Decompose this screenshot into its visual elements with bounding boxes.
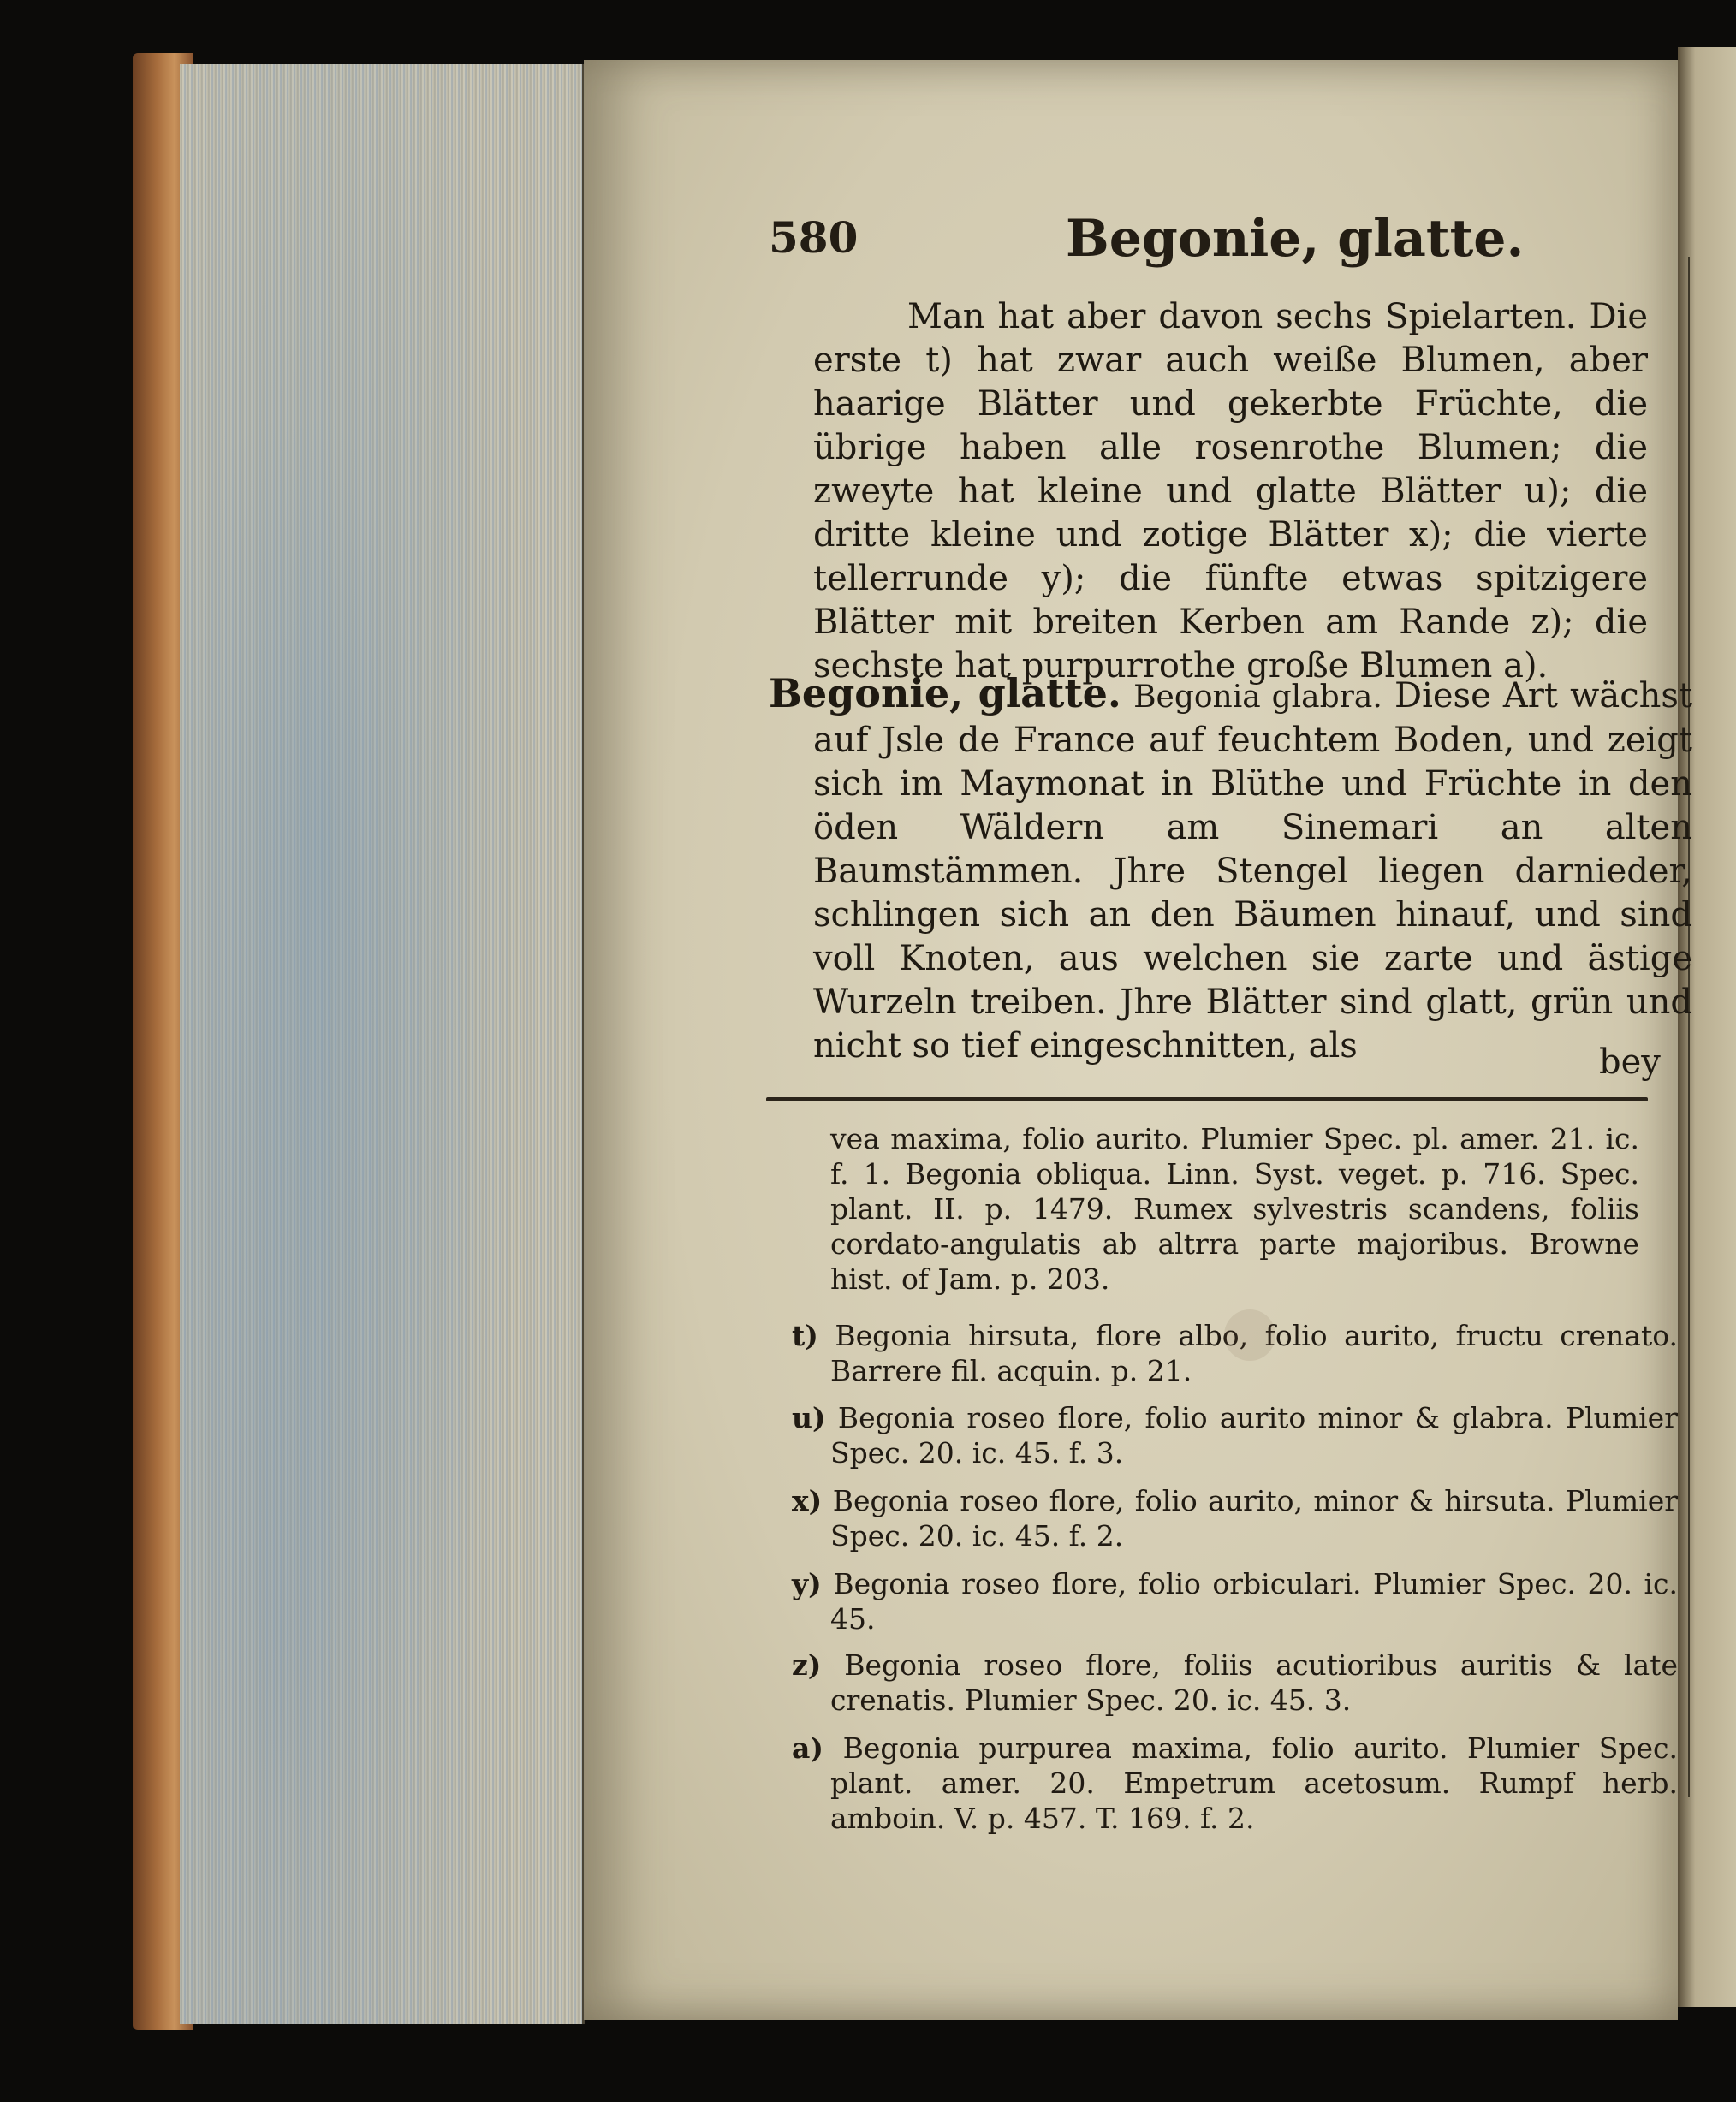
page-number: 580 [769, 212, 859, 263]
footnote-a [792, 1731, 1678, 1836]
footnote-text: Begonia roseo flore, folio orbiculari. Plumier Spec. 20. ic. 45. [830, 1567, 1678, 1636]
footnote-text: Begonia hirsuta, flore albo, folio aurito, fructu crenato. Barrere fil. acquin. p. 21. [830, 1319, 1678, 1387]
footnote-u [792, 1400, 1678, 1470]
footnote-x [792, 1483, 1678, 1553]
entry-latin-name: Begonia glabra. [1133, 680, 1382, 715]
facing-page-margin-line [1688, 257, 1724, 1797]
entry-body: Diese Art wächst auf Jsle de France auf feuchtem Boden, und zeigt sich im Maymonat in Blüthe und Früchte in den öden Wäldern am Sinemari an alten Baumstämmen. Jhre Stengel liegen darnieder, schlingen sich an den Bäumen hinauf, und sind voll Knoten, aus welchen sie zarte und ästige Wurzeln treiben. Jhre Blätter sind glatt, grün und nicht so tief eingeschnitten, als [813, 676, 1693, 1066]
footnote-text: Begonia roseo flore, folio aurito, minor & hirsuta. Plumier Spec. 20. ic. 45. f. 2. [830, 1484, 1678, 1553]
running-title: Begonie, glatte. [1066, 209, 1525, 269]
catchword: bey [1599, 1042, 1661, 1082]
footnote-text: Begonia roseo flore, foliis acutioribus auritis & late crenatis. Plumier Spec. 20. ic. 45. 3. [830, 1648, 1678, 1717]
footnote-mark: y) [792, 1567, 822, 1600]
footnote-text: Begonia roseo flore, folio aurito minor & glabra. Plumier Spec. 20. ic. 45. f. 3. [830, 1401, 1678, 1470]
footnote-y [792, 1566, 1678, 1636]
entry-lemma: Begonie, glatte. [769, 670, 1121, 716]
paragraph-varieties: Man hat aber davon sechs Spielarten. Die erste t) hat zwar auch weiße Blumen, aber haarige Blätter und gekerbte Früchte, die übrige haben alle rosenrothe Blumen; die zweyte hat kleine und glatte Blätter u); die dritte kleine und zotige Blätter x); die vierte tellerrunde y); die fünfte etwas spitzigere Blätter mit breiten Kerben am Rande z); die sechste hat purpurrothe große Blumen a). [813, 297, 1648, 686]
entry-begonia-glabra [769, 672, 1692, 1068]
footnote-text: Begonia purpurea maxima, folio aurito. Plumier Spec. plant. amer. 20. Empetrum acetosum. Rumpf herb. amboin. V. p. 457. T. 169. f. 2. [830, 1731, 1678, 1835]
footnote-mark: t) [792, 1319, 818, 1352]
footnote-rule [766, 1097, 1648, 1101]
footnote-z [792, 1648, 1678, 1718]
paper-smudge [1224, 1309, 1275, 1361]
footnote-mark: a) [792, 1731, 823, 1765]
water-stain [180, 64, 582, 2024]
footnote-mark: u) [792, 1401, 826, 1434]
footnote-mark: x) [792, 1484, 823, 1517]
footnote-continuation: vea maxima, folio aurito. Plumier Spec. pl. amer. 21. ic. f. 1. Begonia obliqua. Linn. Syst. veget. p. 716. Spec. plant. II. p. 1479. Rumex sylvestris scandens, foliis cordato-angulatis ab altrra parte majoribus. Browne hist. of Jam. p. 203. [830, 1122, 1639, 1296]
footnote-mark: z) [792, 1648, 822, 1682]
